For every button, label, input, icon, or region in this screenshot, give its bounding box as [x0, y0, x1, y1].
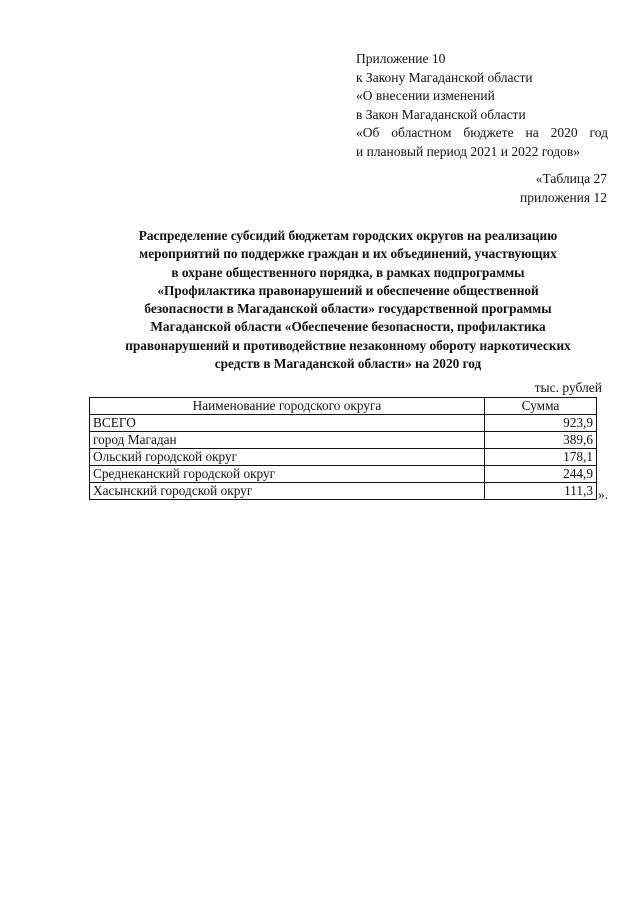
table-reference	[520, 170, 607, 207]
table-reference-line1: «Таблица 27	[535, 171, 607, 186]
title-line: «Профилактика правонарушений и обеспечение общественной	[157, 282, 539, 298]
table-reference-line2: приложения 12	[519, 189, 607, 205]
header-district-name: Наименование городского округа	[90, 398, 485, 415]
document-title	[78, 227, 618, 373]
appendix-header	[356, 50, 608, 161]
table-row	[90, 483, 597, 500]
appendix-line: «О внесении изменений	[356, 88, 495, 103]
title-line: мероприятий по поддержке граждан и их объединений, участвующих	[139, 246, 557, 262]
district-name: Ольский городской округ	[90, 449, 485, 466]
subsidies-table	[89, 397, 597, 500]
title-line: Магаданской области «Обеспечение безопасности, профилактика	[150, 319, 546, 335]
district-name: Среднеканский городской округ	[90, 466, 485, 483]
title-line: правонарушений и противодействие незаконному обороту наркотических	[125, 337, 571, 353]
header-sum: Сумма	[485, 398, 597, 415]
table-header-row	[90, 398, 597, 415]
table-row	[90, 449, 597, 466]
table-row	[90, 432, 597, 449]
title-line: средств в Магаданской области» на 2020 год	[214, 356, 482, 372]
appendix-line: Приложение 10	[356, 51, 446, 66]
district-name: Хасынский городской округ	[90, 483, 485, 500]
closing-quote-mark: ».	[598, 487, 609, 502]
district-sum: 389,6	[485, 432, 597, 449]
district-name: город Магадан	[90, 432, 485, 449]
title-line: безопасности в Магаданской области» государственной программы	[144, 301, 552, 317]
district-name: ВСЕГО	[90, 415, 485, 432]
district-sum: 244,9	[485, 466, 597, 483]
appendix-line: и плановый период 2021 и 2022 годов»	[356, 143, 581, 159]
district-sum: 111,3	[485, 483, 597, 500]
title-line: в охране общественного порядка, в рамках подпрограммы	[171, 264, 525, 280]
appendix-line: в Закон Магаданской области	[356, 106, 526, 122]
table-row	[90, 466, 597, 483]
title-line: Распределение субсидий бюджетам городских округов на реализацию	[138, 228, 558, 243]
units-label: тыс. рублей	[534, 380, 602, 395]
appendix-line: к Закону Магаданской области	[356, 69, 533, 85]
table-row-total	[90, 415, 597, 432]
appendix-line: «Об областном бюджете на 2020 год	[356, 125, 608, 140]
district-sum: 178,1	[485, 449, 597, 466]
district-sum: 923,9	[485, 415, 597, 432]
